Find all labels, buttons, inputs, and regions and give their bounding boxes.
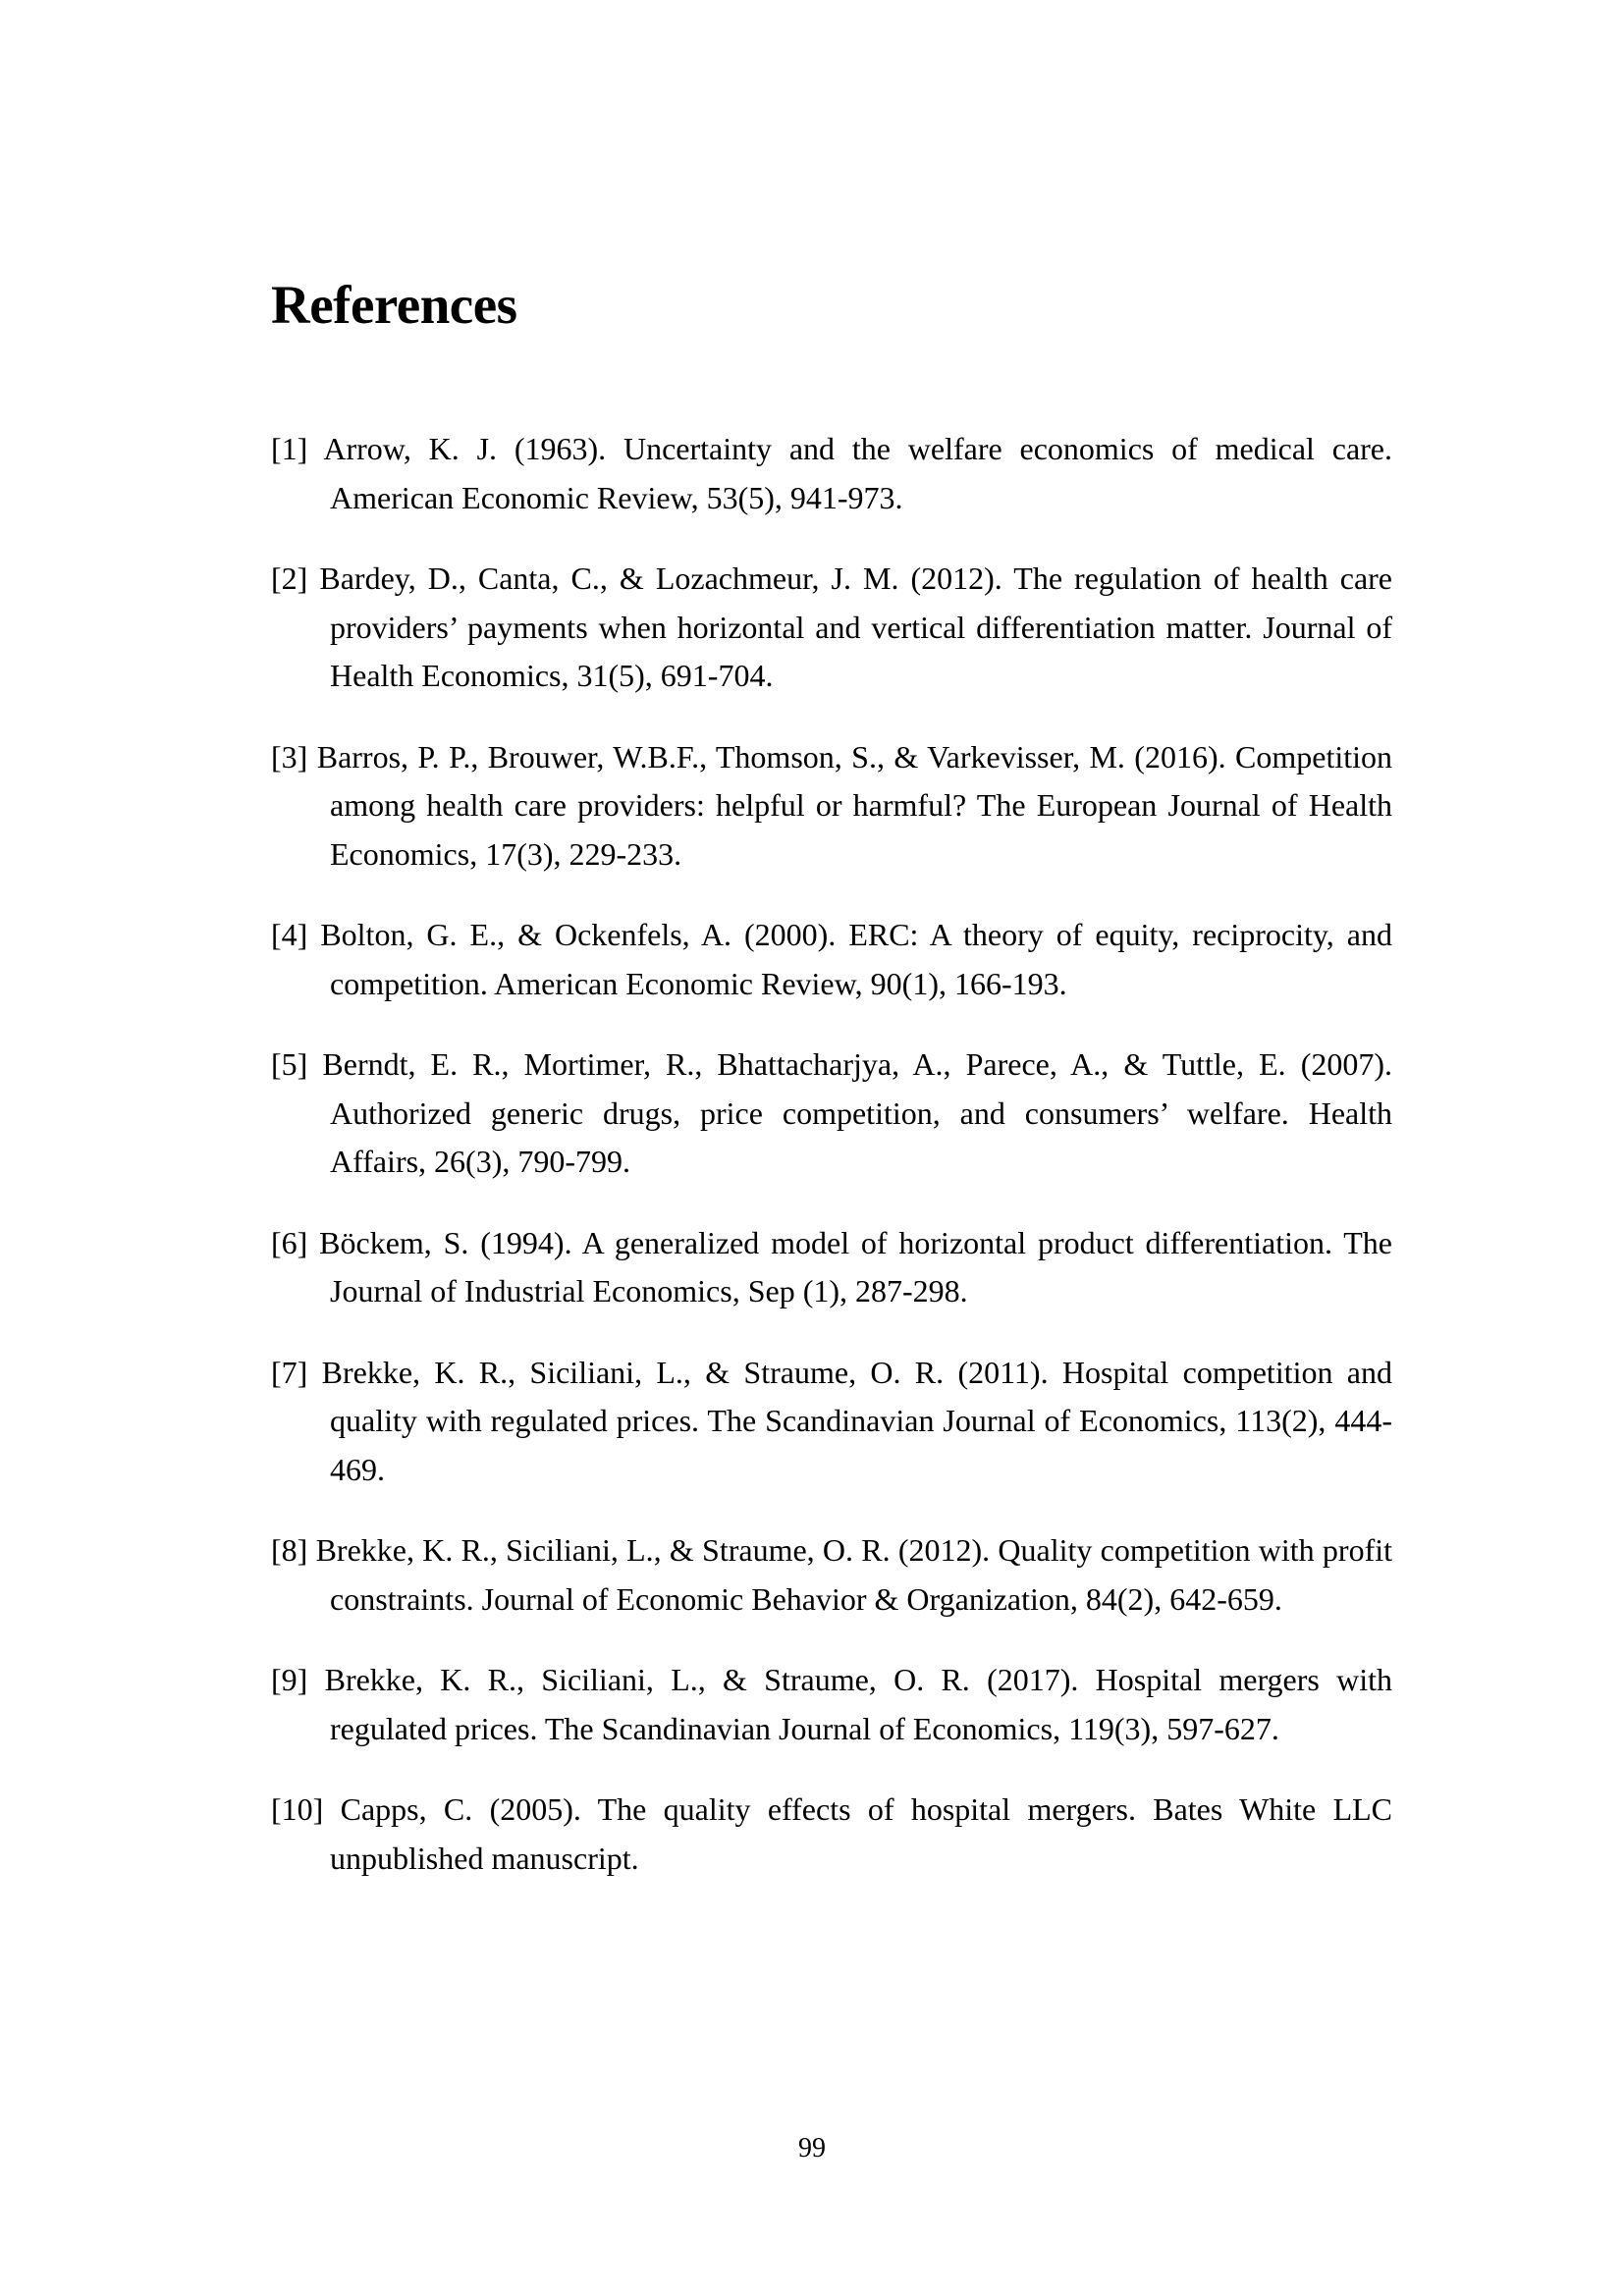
reference-text: Brekke, K. R., Siciliani, L., & Straume, O. R. (2011). Hospital competition and quality with regulated prices. The Scandinavian Journal of Economics, 113(2), 444-469. (321, 1354, 1393, 1487)
reference-text: Bardey, D., Canta, C., & Lozachmeur, J. M. (2012). The regulation of health care providers’ payments when horizontal and vertical differentiation matter. Journal of Health Economics, 31(5), 691-704. (319, 561, 1393, 693)
reference-item-5 (271, 1041, 1392, 1187)
reference-number: [7] (271, 1354, 308, 1390)
reference-list (271, 425, 1392, 1915)
reference-text: Barros, P. P., Brouwer, W.B.F., Thomson, S., & Varkevisser, M. (2016). Competition among health care providers: helpful or harmful? The European Journal of Health Economics, 17(3), 229-233. (316, 738, 1393, 872)
reference-item-9 (271, 1656, 1392, 1753)
reference-item-1 (271, 425, 1392, 522)
reference-number: [9] (271, 1662, 308, 1697)
reference-number: [10] (271, 1791, 324, 1827)
reference-item-3 (271, 733, 1392, 880)
page-title: References (271, 275, 517, 335)
reference-text: Brekke, K. R., Siciliani, L., & Straume, O. R. (2017). Hospital mergers with regulated prices. The Scandinavian Journal of Economics, 119(3), 597-627. (324, 1662, 1393, 1746)
reference-item-8 (271, 1526, 1392, 1624)
reference-number: [4] (271, 917, 308, 952)
reference-number: [2] (271, 561, 308, 596)
reference-item-10 (271, 1786, 1392, 1883)
reference-text: Capps, C. (2005). The quality effects of hospital mergers. Bates White LLC unpublished manuscript. (330, 1791, 1393, 1876)
reference-item-6 (271, 1219, 1392, 1316)
reference-item-4 (271, 911, 1392, 1008)
reference-number: [1] (271, 431, 308, 466)
reference-item-7 (271, 1349, 1392, 1495)
reference-number: [8] (271, 1532, 308, 1568)
reference-text: Berndt, E. R., Mortimer, R., Bhattacharjya, A., Parece, A., & Tuttle, E. (2007). Authorized generic drugs, price competition, and consumers’ welfare. Health Affairs, 26(3), 790-799. (322, 1046, 1393, 1179)
reference-text: Bolton, G. E., & Ockenfels, A. (2000). ERC: A theory of equity, reciprocity, and competition. American Economic Review, 90(1), 166-193. (320, 917, 1393, 1001)
reference-text: Brekke, K. R., Siciliani, L., & Straume, O. R. (2012). Quality competition with profit constraints. Journal of Economic Behavior & Organization, 84(2), 642-659. (315, 1532, 1392, 1617)
reference-number: [3] (271, 738, 308, 774)
reference-number: [5] (271, 1046, 308, 1082)
reference-number: [6] (271, 1224, 308, 1260)
reference-item-2 (271, 555, 1392, 701)
reference-text: Böckem, S. (1994). A generalized model of horizontal product differentiation. The Journal of Industrial Economics, Sep (1), 287-298. (319, 1224, 1393, 1308)
reference-text: Arrow, K. J. (1963). Uncertainty and the welfare economics of medical care. American Economic Review, 53(5), 941-973. (323, 431, 1393, 515)
page-number: 99 (798, 2133, 826, 2163)
